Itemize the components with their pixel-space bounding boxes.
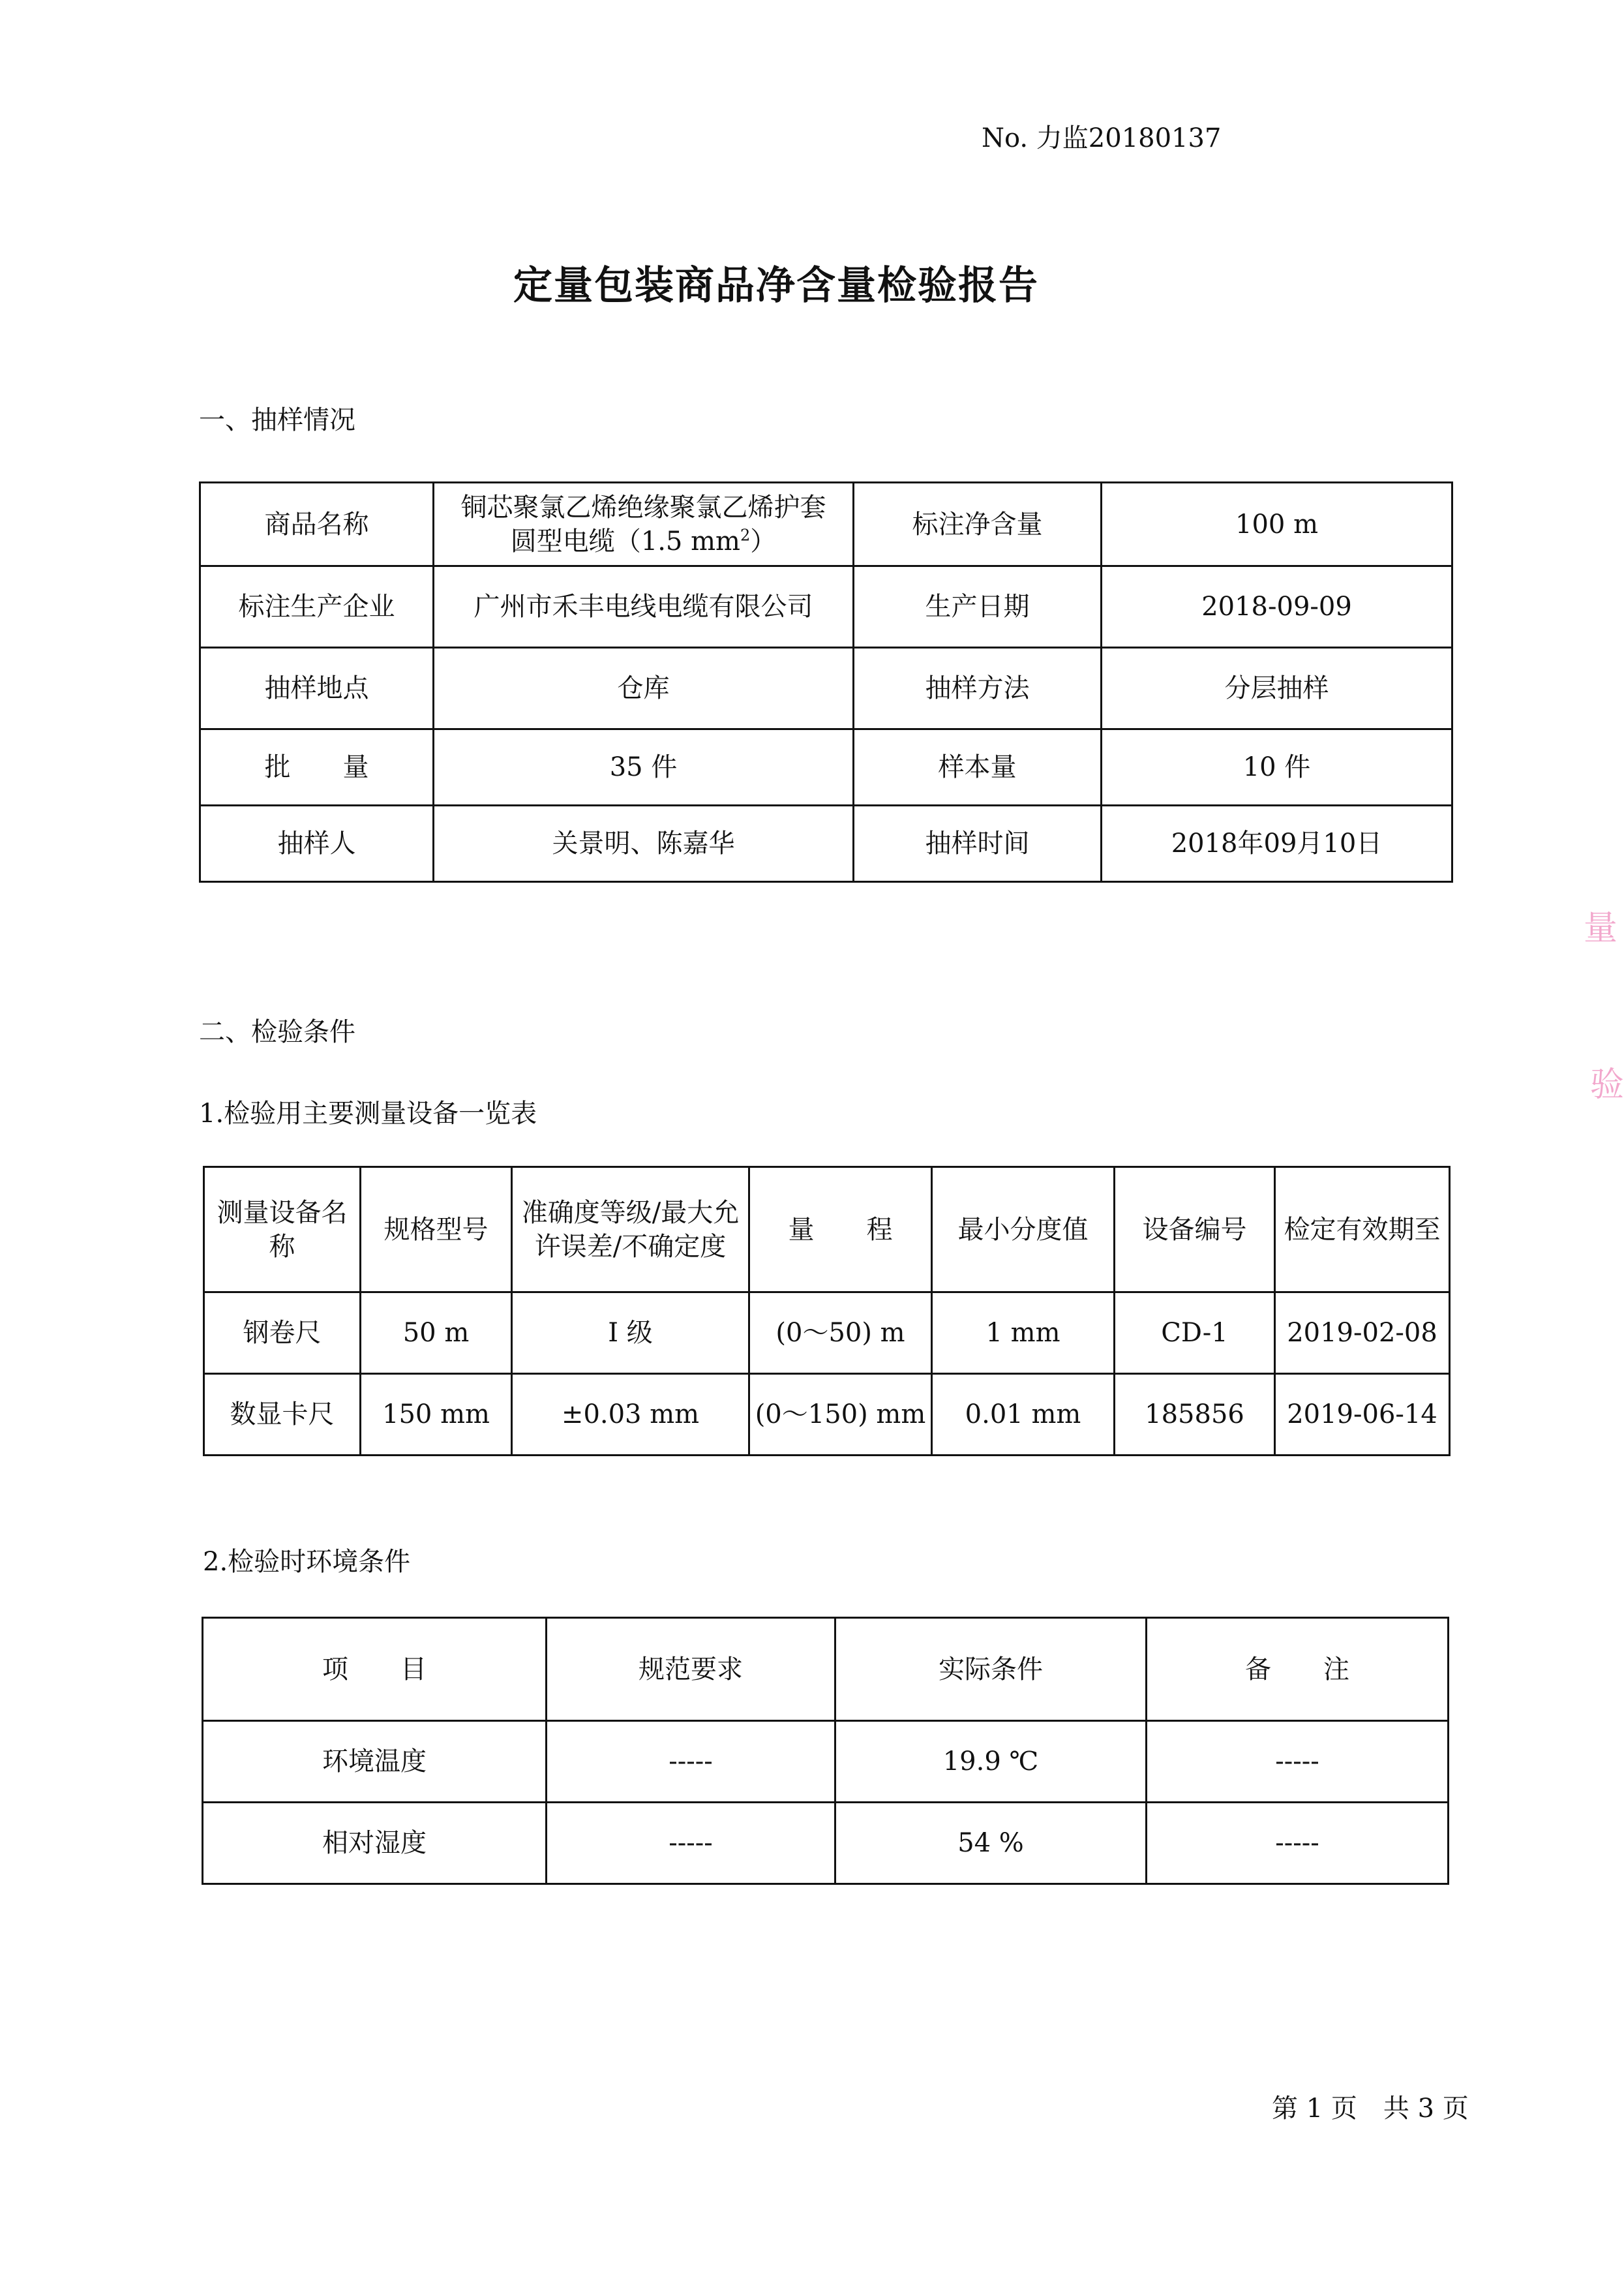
product-name-end: ） (750, 526, 777, 557)
report-title: 定量包装商品净含量检验报告 (513, 263, 1039, 309)
env-cell: ----- (1147, 1803, 1449, 1884)
sampler-label: 抽样人 (200, 806, 434, 882)
equip-cell: 钢卷尺 (204, 1292, 361, 1374)
equip-header-valid: 检定有效期至 (1275, 1167, 1450, 1292)
production-date-label: 生产日期 (854, 566, 1102, 648)
equip-header-range: 量 程 (749, 1167, 932, 1292)
product-name-value (434, 483, 854, 566)
equip-cell: 2019-02-08 (1275, 1292, 1450, 1374)
equip-cell: 185856 (1115, 1374, 1275, 1456)
batch-size-label: 批 量 (200, 729, 434, 806)
env-cell: 19.9 ℃ (835, 1721, 1147, 1803)
sampling-table (199, 481, 1453, 883)
env-cell: ----- (547, 1721, 835, 1803)
env-cell: ----- (547, 1803, 835, 1884)
table-row (204, 1292, 1450, 1374)
product-name-spec: 圆型电缆（1.5 mm (510, 526, 740, 557)
equip-cell: (0～150) mm (749, 1374, 932, 1456)
table-row (203, 1721, 1449, 1803)
page-number: 第 1 页 共 3 页 (1272, 2094, 1469, 2124)
equip-header-accuracy: 准确度等级/最大允许误差/不确定度 (512, 1167, 749, 1292)
sample-size-value: 10 件 (1102, 729, 1452, 806)
equip-cell: ±0.03 mm (512, 1374, 749, 1456)
batch-size-value: 35 件 (434, 729, 854, 806)
sampling-place-value: 仓库 (434, 648, 854, 729)
manufacturer-value: 广州市禾丰电线电缆有限公司 (434, 566, 854, 648)
sampler-value: 关景明、陈嘉华 (434, 806, 854, 882)
sample-size-label: 样本量 (854, 729, 1102, 806)
table-row (200, 806, 1452, 882)
equip-cell: 50 m (361, 1292, 512, 1374)
table-row (200, 483, 1452, 566)
table-row (203, 1803, 1449, 1884)
stamp-fragment-2: 验 (1590, 1065, 1624, 1105)
table-row (200, 566, 1452, 648)
table-header-row (204, 1167, 1450, 1292)
environment-table (202, 1617, 1449, 1885)
equip-cell: CD-1 (1115, 1292, 1275, 1374)
net-content-label: 标注净含量 (854, 483, 1102, 566)
equip-cell: (0～50) m (749, 1292, 932, 1374)
table-row (200, 648, 1452, 729)
equipment-subheading: 1.检验用主要测量设备一览表 (199, 1099, 537, 1129)
table-row (200, 729, 1452, 806)
equip-cell: 1 mm (932, 1292, 1115, 1374)
equip-cell: Ⅰ 级 (512, 1292, 749, 1374)
sampling-method-value: 分层抽样 (1102, 648, 1452, 729)
sampling-time-label: 抽样时间 (854, 806, 1102, 882)
env-cell: 54 % (835, 1803, 1147, 1884)
equip-header-name: 测量设备名称 (204, 1167, 361, 1292)
production-date-value: 2018-09-09 (1102, 566, 1452, 648)
equipment-table (203, 1166, 1451, 1456)
sampling-method-label: 抽样方法 (854, 648, 1102, 729)
manufacturer-label: 标注生产企业 (200, 566, 434, 648)
env-header-actual: 实际条件 (835, 1618, 1147, 1721)
env-cell: 相对湿度 (203, 1803, 547, 1884)
report-number: No. 力监20180137 (982, 123, 1222, 153)
sampling-time-value: 2018年09月10日 (1102, 806, 1452, 882)
section2-heading: 二、检验条件 (199, 1017, 355, 1047)
product-name-line2 (438, 525, 849, 558)
equip-header-id: 设备编号 (1115, 1167, 1275, 1292)
equip-cell: 150 mm (361, 1374, 512, 1456)
net-content-value: 100 m (1102, 483, 1452, 566)
equip-cell: 0.01 mm (932, 1374, 1115, 1456)
table-header-row (203, 1618, 1449, 1721)
sampling-place-label: 抽样地点 (200, 648, 434, 729)
env-cell: 环境温度 (203, 1721, 547, 1803)
product-name-line1: 铜芯聚氯乙烯绝缘聚氯乙烯护套 (460, 492, 826, 523)
product-name-label: 商品名称 (200, 483, 434, 566)
env-cell: ----- (1147, 1721, 1449, 1803)
env-header-remark: 备 注 (1147, 1618, 1449, 1721)
stamp-fragment-1: 量 (1584, 909, 1618, 948)
equip-header-model: 规格型号 (361, 1167, 512, 1292)
environment-subheading: 2.检验时环境条件 (203, 1547, 411, 1577)
product-name-sup: 2 (740, 526, 751, 545)
equip-cell: 2019-06-14 (1275, 1374, 1450, 1456)
env-header-item: 项 目 (203, 1618, 547, 1721)
equip-cell: 数显卡尺 (204, 1374, 361, 1456)
section1-heading: 一、抽样情况 (199, 405, 355, 435)
equip-header-resolution: 最小分度值 (932, 1167, 1115, 1292)
env-header-spec: 规范要求 (547, 1618, 835, 1721)
table-row (204, 1374, 1450, 1456)
